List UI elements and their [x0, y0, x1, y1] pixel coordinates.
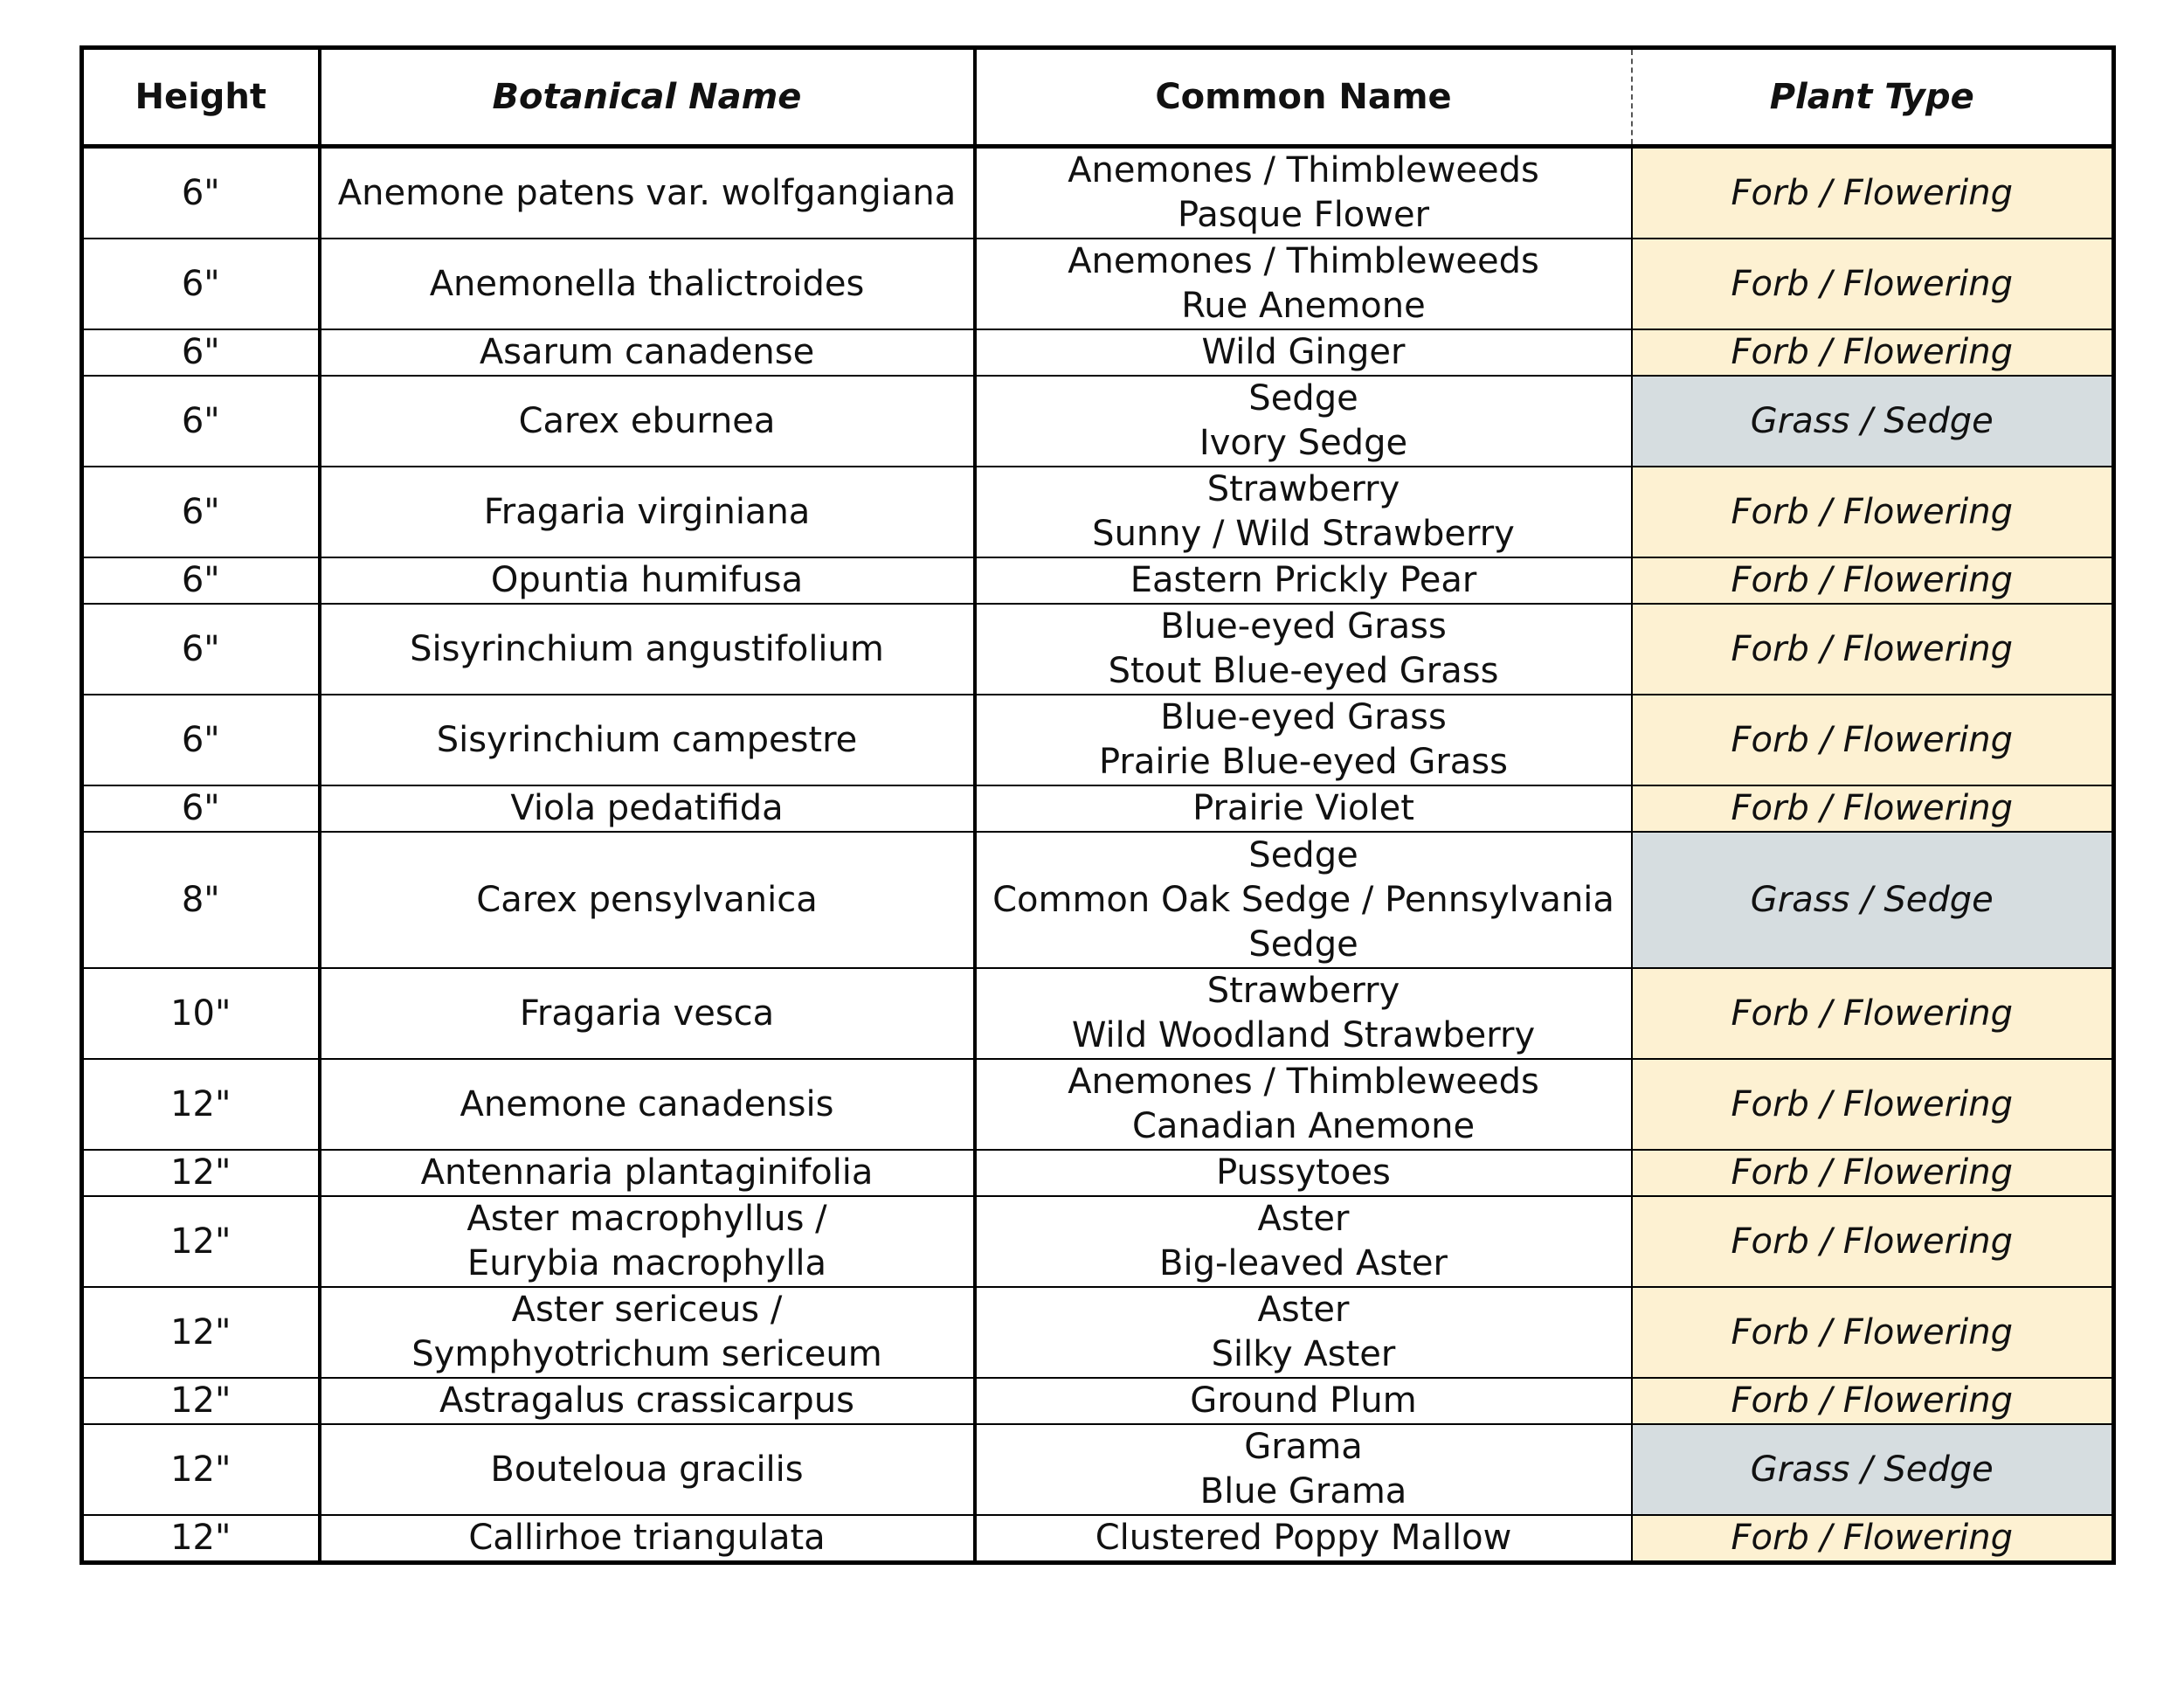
cell-botanical-name	[320, 376, 975, 467]
table-row	[82, 785, 2114, 832]
cell-botanical-name	[320, 467, 975, 557]
cell-height: 12"	[82, 1196, 320, 1287]
cell-botanical-name	[320, 239, 975, 329]
header-common-name: Common Name	[975, 48, 1632, 147]
common-name-line: Sedge	[1248, 924, 1358, 965]
botanical-name-line: Anemone canadensis	[460, 1083, 834, 1124]
table-row	[82, 1378, 2114, 1424]
botanical-name-line: Anemone patens var. wolfgangiana	[337, 172, 957, 213]
cell-common-name	[975, 1059, 1632, 1150]
botanical-name-line: Bouteloua gracilis	[490, 1449, 804, 1490]
table-row	[82, 239, 2114, 329]
cell-height: 6"	[82, 239, 320, 329]
cell-common-name	[975, 695, 1632, 785]
cell-botanical-name	[320, 604, 975, 695]
cell-common-name	[975, 1424, 1632, 1515]
botanical-name-line: Callirhoe triangulata	[468, 1518, 826, 1558]
cell-plant-type: Forb / Flowering	[1632, 239, 2114, 329]
table-row	[82, 1196, 2114, 1287]
cell-botanical-name	[320, 329, 975, 376]
cell-plant-type: Forb / Flowering	[1632, 604, 2114, 695]
table-row	[82, 147, 2114, 239]
common-name-line: Wild Woodland Strawberry	[1071, 1015, 1536, 1055]
cell-common-name	[975, 467, 1632, 557]
common-name-line: Strawberry	[1206, 971, 1400, 1011]
common-name-line: Anemones / Thimbleweeds	[1068, 241, 1539, 281]
common-name-line: Silky Aster	[1211, 1334, 1396, 1374]
cell-common-name	[975, 557, 1632, 604]
cell-plant-type: Forb / Flowering	[1632, 1150, 2114, 1196]
botanical-name-line: Viola pedatifida	[510, 788, 784, 828]
cell-height: 12"	[82, 1515, 320, 1563]
common-name-line: Anemones / Thimbleweeds	[1068, 150, 1539, 190]
cell-height: 12"	[82, 1287, 320, 1378]
header-height: Height	[82, 48, 320, 147]
common-name-line: Canadian Anemone	[1131, 1106, 1476, 1146]
common-name-line: Anemones / Thimbleweeds	[1068, 1062, 1539, 1102]
table-row	[82, 695, 2114, 785]
cell-height: 12"	[82, 1059, 320, 1150]
common-name-line: Pasque Flower	[1177, 195, 1430, 235]
common-name-line: Ground Plum	[1190, 1380, 1417, 1421]
cell-common-name	[975, 147, 1632, 239]
common-name-line: Blue-eyed Grass	[1160, 697, 1447, 737]
table-row	[82, 467, 2114, 557]
cell-height: 8"	[82, 832, 320, 968]
cell-height: 10"	[82, 968, 320, 1059]
cell-common-name	[975, 329, 1632, 376]
common-name-line: Grama	[1244, 1427, 1363, 1467]
common-name-line: Prairie Blue-eyed Grass	[1099, 742, 1508, 782]
table-row	[82, 376, 2114, 467]
cell-plant-type: Forb / Flowering	[1632, 1378, 2114, 1424]
cell-plant-type: Forb / Flowering	[1632, 695, 2114, 785]
cell-plant-type: Forb / Flowering	[1632, 1059, 2114, 1150]
botanical-name-line: Aster macrophyllus /	[467, 1199, 827, 1239]
header-plant-type: Plant Type	[1632, 48, 2114, 147]
cell-plant-type: Forb / Flowering	[1632, 147, 2114, 239]
table-row	[82, 1287, 2114, 1378]
botanical-name-line: Astragalus crassicarpus	[439, 1380, 855, 1421]
botanical-name-line: Opuntia humifusa	[490, 560, 804, 600]
botanical-name-line: Carex pensylvanica	[476, 879, 818, 920]
common-name-line: Sunny / Wild Strawberry	[1092, 514, 1515, 554]
cell-common-name	[975, 239, 1632, 329]
common-name-line: Stout Blue-eyed Grass	[1108, 651, 1499, 691]
cell-height: 12"	[82, 1424, 320, 1515]
cell-botanical-name	[320, 785, 975, 832]
table-body	[82, 147, 2114, 1563]
cell-height: 12"	[82, 1378, 320, 1424]
table-row	[82, 832, 2114, 968]
cell-common-name	[975, 604, 1632, 695]
botanical-name-line: Aster sericeus /	[511, 1290, 783, 1330]
cell-botanical-name	[320, 1196, 975, 1287]
cell-botanical-name	[320, 695, 975, 785]
cell-botanical-name	[320, 968, 975, 1059]
cell-common-name	[975, 1515, 1632, 1563]
common-name-line: Sedge	[1248, 834, 1358, 875]
common-name-line: Strawberry	[1206, 469, 1400, 509]
cell-plant-type: Forb / Flowering	[1632, 329, 2114, 376]
cell-height: 6"	[82, 467, 320, 557]
common-name-line: Aster	[1257, 1199, 1350, 1239]
cell-height: 6"	[82, 695, 320, 785]
common-name-line: Prairie Violet	[1192, 788, 1414, 828]
cell-plant-type: Forb / Flowering	[1632, 1287, 2114, 1378]
common-name-line: Clustered Poppy Mallow	[1095, 1518, 1512, 1558]
cell-plant-type: Forb / Flowering	[1632, 1515, 2114, 1563]
common-name-line: Eastern Prickly Pear	[1130, 560, 1477, 600]
table-row	[82, 604, 2114, 695]
cell-botanical-name	[320, 1378, 975, 1424]
cell-plant-type: Grass / Sedge	[1632, 832, 2114, 968]
cell-height: 12"	[82, 1150, 320, 1196]
cell-plant-type: Forb / Flowering	[1632, 557, 2114, 604]
cell-common-name	[975, 1196, 1632, 1287]
botanical-name-line: Fragaria vesca	[519, 993, 775, 1034]
cell-plant-type: Forb / Flowering	[1632, 968, 2114, 1059]
cell-common-name	[975, 1287, 1632, 1378]
table-row	[82, 329, 2114, 376]
common-name-line: Big-leaved Aster	[1159, 1243, 1448, 1283]
table-header	[82, 48, 2114, 147]
botanical-name-line: Fragaria virginiana	[483, 491, 811, 532]
header-row	[82, 48, 2114, 147]
botanical-name-line: Carex eburnea	[518, 400, 776, 441]
cell-botanical-name	[320, 1059, 975, 1150]
cell-common-name	[975, 968, 1632, 1059]
common-name-line: Sedge	[1248, 378, 1358, 419]
common-name-line: Common Oak Sedge / Pennsylvania	[992, 879, 1614, 920]
botanical-name-line: Sisyrinchium campestre	[436, 719, 858, 760]
botanical-name-line: Antennaria plantaginifolia	[420, 1152, 874, 1193]
cell-common-name	[975, 832, 1632, 968]
cell-botanical-name	[320, 832, 975, 968]
botanical-name-line: Sisyrinchium angustifolium	[410, 628, 884, 669]
cell-plant-type: Forb / Flowering	[1632, 785, 2114, 832]
common-name-line: Blue Grama	[1199, 1471, 1407, 1512]
table-row	[82, 968, 2114, 1059]
cell-height: 6"	[82, 329, 320, 376]
cell-plant-type: Grass / Sedge	[1632, 1424, 2114, 1515]
table-row	[82, 1059, 2114, 1150]
cell-botanical-name	[320, 1515, 975, 1563]
cell-common-name	[975, 1378, 1632, 1424]
cell-height: 6"	[82, 376, 320, 467]
common-name-line: Ivory Sedge	[1199, 423, 1408, 463]
cell-common-name	[975, 1150, 1632, 1196]
table-row	[82, 1150, 2114, 1196]
common-name-line: Rue Anemone	[1181, 286, 1426, 326]
table-row	[82, 1424, 2114, 1515]
botanical-name-line: Symphyotrichum sericeum	[411, 1334, 882, 1374]
cell-plant-type: Forb / Flowering	[1632, 467, 2114, 557]
cell-height: 6"	[82, 604, 320, 695]
botanical-name-line: Eurybia macrophylla	[467, 1243, 827, 1283]
table-row	[82, 1515, 2114, 1563]
cell-common-name	[975, 785, 1632, 832]
cell-plant-type: Grass / Sedge	[1632, 376, 2114, 467]
botanical-name-line: Anemonella thalictroides	[429, 263, 865, 304]
cell-common-name	[975, 376, 1632, 467]
cell-botanical-name	[320, 557, 975, 604]
botanical-name-line: Asarum canadense	[479, 332, 815, 372]
common-name-line: Aster	[1257, 1290, 1350, 1330]
table-row	[82, 557, 2114, 604]
cell-height: 6"	[82, 147, 320, 239]
cell-plant-type: Forb / Flowering	[1632, 1196, 2114, 1287]
plant-table	[79, 45, 2116, 1565]
common-name-line: Wild Ginger	[1201, 332, 1406, 372]
cell-botanical-name	[320, 1287, 975, 1378]
cell-botanical-name	[320, 1424, 975, 1515]
common-name-line: Pussytoes	[1216, 1152, 1391, 1193]
header-botanical-name: Botanical Name	[320, 48, 975, 147]
cell-height: 6"	[82, 785, 320, 832]
cell-botanical-name	[320, 1150, 975, 1196]
common-name-line: Blue-eyed Grass	[1160, 606, 1447, 647]
cell-botanical-name	[320, 147, 975, 239]
cell-height: 6"	[82, 557, 320, 604]
